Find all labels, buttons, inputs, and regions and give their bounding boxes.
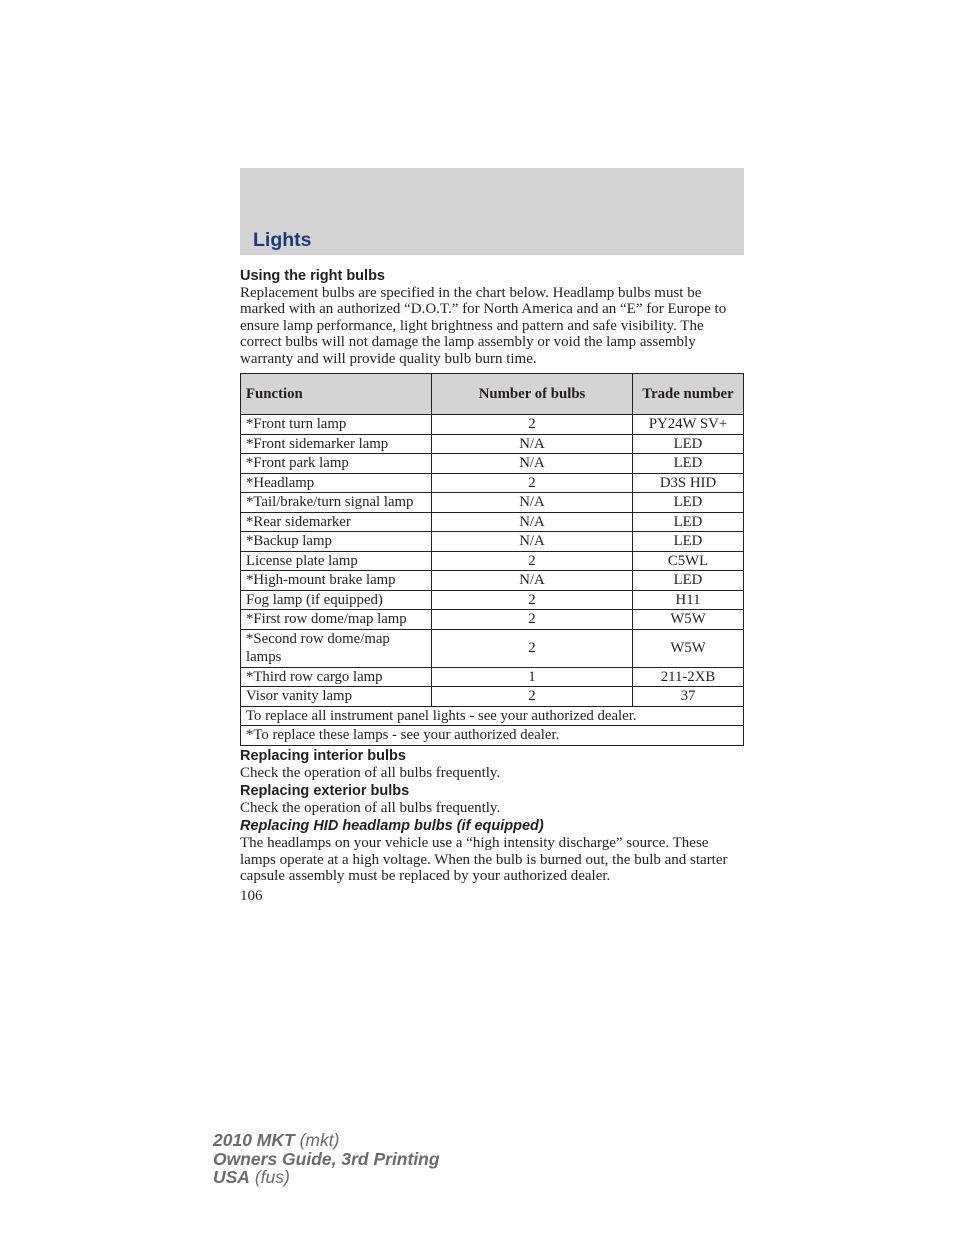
cell-trade-number: LED: [633, 512, 744, 532]
cell-trade-number: LED: [633, 434, 744, 454]
cell-number-of-bulbs: N/A: [432, 512, 633, 532]
cell-function: Fog lamp (if equipped): [241, 590, 432, 610]
section-header-band: [240, 168, 744, 255]
paragraph-replacing-interior-bulbs: Check the operation of all bulbs frequently.: [240, 764, 501, 781]
column-header-function: Function: [241, 374, 432, 415]
page-content: [240, 268, 744, 905]
table-row: [241, 473, 744, 493]
footer-line-model: [213, 1131, 440, 1150]
table-row: [241, 629, 744, 667]
table-row: [241, 687, 744, 707]
cell-trade-number: 211-2XB: [633, 667, 744, 687]
cell-number-of-bulbs: N/A: [432, 532, 633, 552]
cell-function: License plate lamp: [241, 551, 432, 571]
cell-number-of-bulbs: 2: [432, 610, 633, 630]
cell-number-of-bulbs: N/A: [432, 454, 633, 474]
cell-function: *Front sidemarker lamp: [241, 434, 432, 454]
cell-function: *Headlamp: [241, 473, 432, 493]
cell-number-of-bulbs: N/A: [432, 493, 633, 513]
table-row: [241, 434, 744, 454]
table-note-row: [241, 706, 744, 726]
cell-number-of-bulbs: N/A: [432, 434, 633, 454]
cell-function: *First row dome/map lamp: [241, 610, 432, 630]
cell-number-of-bulbs: 2: [432, 473, 633, 493]
table-row: [241, 667, 744, 687]
heading-replacing-interior-bulbs: Replacing interior bulbs: [240, 747, 406, 764]
table-row: [241, 532, 744, 552]
heading-replacing-exterior-bulbs: Replacing exterior bulbs: [240, 782, 410, 799]
bulb-table: [240, 373, 744, 746]
heading-using-right-bulbs: Using the right bulbs: [240, 268, 385, 284]
table-header-row: [241, 374, 744, 415]
cell-trade-number: LED: [633, 532, 744, 552]
footer-line-region: [213, 1168, 440, 1187]
cell-trade-number: C5WL: [633, 551, 744, 571]
table-note-instrument-panel: To replace all instrument panel lights - see your authorized dealer.: [241, 706, 744, 726]
cell-trade-number: LED: [633, 454, 744, 474]
table-row: [241, 454, 744, 474]
table-row: [241, 493, 744, 513]
table-row: [241, 415, 744, 435]
cell-number-of-bulbs: 2: [432, 551, 633, 571]
table-row: [241, 590, 744, 610]
cell-function: *Second row dome/map lamps: [241, 629, 432, 667]
cell-number-of-bulbs: 2: [432, 687, 633, 707]
cell-number-of-bulbs: 2: [432, 415, 633, 435]
paragraph-using-right-bulbs: Replacement bulbs are specified in the chart below. Headlamp bulbs must be marked with an authorized “D.O.T.” for North America and an “E” for Europe to ensure lamp performance, light brightness and pattern and safe visibility. The correct bulbs will not damage the lamp assembly or void the lamp assembly warranty and will provide quality bulb burn time.: [240, 285, 727, 367]
cell-trade-number: LED: [633, 571, 744, 591]
cell-number-of-bulbs: 2: [432, 590, 633, 610]
cell-function: *Tail/brake/turn signal lamp: [241, 493, 432, 513]
table-note-dealer: *To replace these lamps - see your authorized dealer.: [241, 726, 744, 746]
footer-guide-title: Owners Guide, 3rd Printing: [213, 1148, 440, 1169]
cell-trade-number: W5W: [633, 629, 744, 667]
section-title: Lights: [253, 229, 312, 251]
table-row: [241, 610, 744, 630]
cell-trade-number: D3S HID: [633, 473, 744, 493]
footer-line-guide: [213, 1150, 440, 1169]
column-header-trade-number: Trade number: [633, 374, 744, 415]
table-note-row: [241, 726, 744, 746]
cell-trade-number: W5W: [633, 610, 744, 630]
cell-trade-number: LED: [633, 493, 744, 513]
page-number: 106: [240, 887, 263, 904]
cell-trade-number: PY24W SV+: [633, 415, 744, 435]
cell-number-of-bulbs: 2: [432, 629, 633, 667]
footer-model-code: (mkt): [299, 1130, 340, 1150]
cell-function: *Backup lamp: [241, 532, 432, 552]
footer-region: USA: [213, 1167, 250, 1187]
column-header-number-of-bulbs: Number of bulbs: [432, 374, 633, 415]
heading-replacing-hid-headlamp-bulbs: Replacing HID headlamp bulbs (if equipped): [240, 818, 544, 835]
cell-trade-number: H11: [633, 590, 744, 610]
cell-function: *Third row cargo lamp: [241, 667, 432, 687]
cell-function: *Rear sidemarker: [241, 512, 432, 532]
paragraph-replacing-hid-headlamp-bulbs: The headlamps on your vehicle use a “high intensity discharge” source. These lamps operate at a high voltage. When the bulb is burned out, the bulb and starter capsule assembly must be replaced by your authorized dealer.: [240, 835, 728, 885]
cell-function: *Front park lamp: [241, 454, 432, 474]
cell-trade-number: 37: [633, 687, 744, 707]
table-row: [241, 551, 744, 571]
cell-function: *Front turn lamp: [241, 415, 432, 435]
document-footer: [213, 1131, 440, 1187]
cell-function: *High-mount brake lamp: [241, 571, 432, 591]
table-row: [241, 512, 744, 532]
cell-number-of-bulbs: 1: [432, 667, 633, 687]
paragraph-replacing-exterior-bulbs: Check the operation of all bulbs frequently.: [240, 799, 501, 816]
footer-region-code: (fus): [254, 1167, 290, 1187]
table-row: [241, 571, 744, 591]
cell-function: Visor vanity lamp: [241, 687, 432, 707]
footer-model: 2010 MKT: [213, 1130, 295, 1150]
cell-number-of-bulbs: N/A: [432, 571, 633, 591]
